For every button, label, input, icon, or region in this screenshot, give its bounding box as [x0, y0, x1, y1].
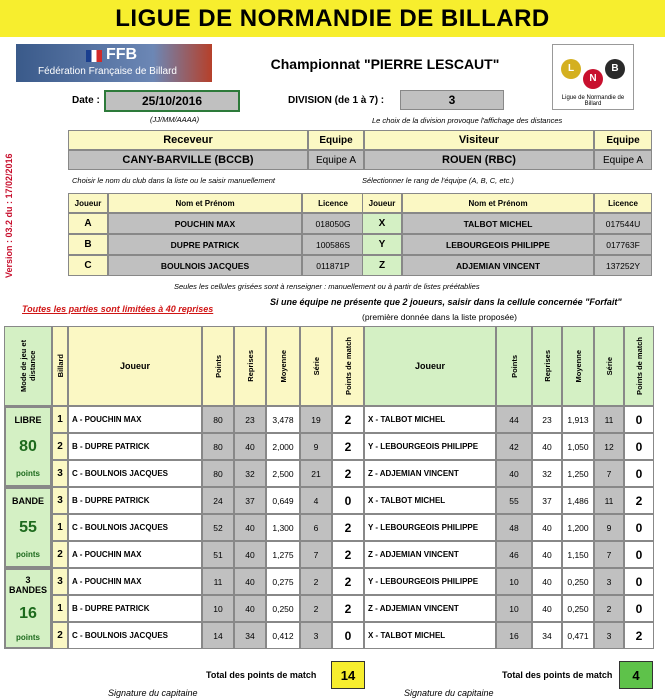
home-points[interactable]: 10: [202, 595, 234, 622]
home-match-points: 2: [332, 460, 364, 487]
away-serie[interactable]: 9: [594, 514, 624, 541]
mode-unit: points: [16, 469, 40, 479]
visiteur-equipe-field[interactable]: Equipe A: [594, 150, 652, 170]
away-serie[interactable]: 7: [594, 541, 624, 568]
mode-name: 3 BANDES: [8, 575, 47, 595]
visiteur-equipe-header: Equipe: [594, 130, 652, 150]
home-reprises[interactable]: 34: [234, 622, 266, 649]
away-total-points: 4: [619, 661, 653, 689]
away-match-points: 0: [624, 460, 654, 487]
version-info: [4, 128, 18, 278]
home-players-header-0: Joueur: [68, 193, 108, 213]
home-points[interactable]: 51: [202, 541, 234, 568]
home-moyenne: 1,300: [266, 514, 300, 541]
ffb-name: Fédération Française de Billard: [38, 66, 177, 77]
away-player-code: Z: [362, 255, 402, 276]
forfait-sub-note: (première donnée dans la liste proposée): [362, 312, 517, 322]
away-player[interactable]: Z - ADJEMIAN VINCENT: [364, 460, 496, 487]
mode-unit: points: [16, 550, 40, 560]
home-reprises[interactable]: 23: [234, 406, 266, 433]
away-serie[interactable]: 11: [594, 406, 624, 433]
visiteur-hint: Sélectionner le rang de l'équipe (A, B, C, etc.): [362, 176, 514, 185]
home-match-points: 2: [332, 406, 364, 433]
results-header-text: Reprises: [542, 350, 552, 382]
limit-note: Toutes les parties sont limitées à 40 reprises: [22, 304, 214, 314]
mode-cell: [4, 568, 52, 649]
results-header-hp: [202, 326, 234, 406]
away-serie[interactable]: 3: [594, 622, 624, 649]
home-player-name[interactable]: BOULNOIS JACQUES: [108, 255, 302, 276]
mode-distance: 80: [19, 437, 37, 455]
away-player-licence[interactable]: 017544U: [594, 213, 652, 234]
home-player-name[interactable]: DUPRE PATRICK: [108, 234, 302, 255]
home-reprises[interactable]: 37: [234, 487, 266, 514]
home-match-points: 0: [332, 487, 364, 514]
away-reprises: 40: [532, 595, 562, 622]
away-serie[interactable]: 12: [594, 433, 624, 460]
home-serie[interactable]: 21: [300, 460, 332, 487]
results-header-text: Billard: [55, 354, 65, 378]
away-reprises: 40: [532, 514, 562, 541]
home-player-licence[interactable]: 011871P: [302, 255, 364, 276]
home-points[interactable]: 52: [202, 514, 234, 541]
home-match-points: 2: [332, 541, 364, 568]
results-header-text: Points: [213, 354, 223, 378]
version-text: Version : 03.2 du : 17/02/2016: [4, 153, 14, 278]
visiteur-header: Visiteur: [364, 130, 594, 150]
home-player-name[interactable]: POUCHIN MAX: [108, 213, 302, 234]
receveur-equipe-header: Equipe: [308, 130, 364, 150]
away-total-label: Total des points de match: [502, 670, 613, 680]
billard-number: 3: [52, 568, 68, 595]
results-header-text: Points de match: [634, 337, 644, 395]
home-match-points: 2: [332, 568, 364, 595]
home-moyenne: 0,250: [266, 595, 300, 622]
home-match-points: 2: [332, 433, 364, 460]
home-moyenne: 2,000: [266, 433, 300, 460]
home-points[interactable]: 80: [202, 460, 234, 487]
away-reprises: 23: [532, 406, 562, 433]
lnb-caption: Ligue de Normandie de Billard: [561, 95, 625, 107]
away-player-licence[interactable]: 017763F: [594, 234, 652, 255]
away-player-name[interactable]: LEBOURGEOIS PHILIPPE: [402, 234, 594, 255]
results-header-text: Moyenne: [573, 349, 583, 383]
home-moyenne: 2,500: [266, 460, 300, 487]
mode-distance: 55: [19, 518, 37, 536]
home-moyenne: 1,275: [266, 541, 300, 568]
away-points[interactable]: 42: [496, 433, 532, 460]
away-player[interactable]: Z - ADJEMIAN VINCENT: [364, 595, 496, 622]
away-moyenne: 0,250: [562, 568, 594, 595]
home-reprises[interactable]: 32: [234, 460, 266, 487]
home-player[interactable]: A - POUCHIN MAX: [68, 406, 202, 433]
home-points[interactable]: 80: [202, 406, 234, 433]
away-points[interactable]: 46: [496, 541, 532, 568]
billard-number: 3: [52, 487, 68, 514]
home-points[interactable]: 11: [202, 568, 234, 595]
away-players-header-2: Licence: [594, 193, 652, 213]
results-header-mode: [4, 326, 52, 406]
away-players-header-0: Joueur: [362, 193, 402, 213]
home-serie[interactable]: 6: [300, 514, 332, 541]
billard-number: 1: [52, 595, 68, 622]
results-header-text: Moyenne: [278, 349, 288, 383]
home-player[interactable]: B - DUPRE PATRICK: [68, 595, 202, 622]
mode-cell: [4, 487, 52, 568]
home-player[interactable]: B - DUPRE PATRICK: [68, 433, 202, 460]
home-player-code: A: [68, 213, 108, 234]
away-match-points: 2: [624, 622, 654, 649]
home-serie[interactable]: 2: [300, 568, 332, 595]
home-reprises[interactable]: 40: [234, 595, 266, 622]
away-reprises: 40: [532, 433, 562, 460]
billard-number: 1: [52, 514, 68, 541]
date-format-hint: (JJ/MM/AAAA): [150, 115, 200, 124]
home-player[interactable]: A - POUCHIN MAX: [68, 541, 202, 568]
away-player-code: Y: [362, 234, 402, 255]
results-header-ar: [532, 326, 562, 406]
home-player-code: B: [68, 234, 108, 255]
home-moyenne: 3,478: [266, 406, 300, 433]
home-players-header-2: Licence: [302, 193, 364, 213]
visiteur-club-field[interactable]: ROUEN (RBC): [364, 150, 594, 170]
results-header-am: [562, 326, 594, 406]
home-points[interactable]: 24: [202, 487, 234, 514]
mode-cell: [4, 406, 52, 487]
home-match-points: 2: [332, 595, 364, 622]
receveur-club-field[interactable]: CANY-BARVILLE (BCCB): [68, 150, 308, 170]
home-moyenne: 0,412: [266, 622, 300, 649]
billard-number: 2: [52, 541, 68, 568]
results-header-text: Points: [509, 354, 519, 378]
home-player[interactable]: A - POUCHIN MAX: [68, 568, 202, 595]
away-player-licence[interactable]: 137252Y: [594, 255, 652, 276]
mode-name: LIBRE: [14, 414, 42, 425]
away-points[interactable]: 55: [496, 487, 532, 514]
division-hint: Le choix de la division provoque l'affichage des distances: [372, 116, 563, 125]
home-players-header-1: Nom et Prénom: [108, 193, 302, 213]
away-player[interactable]: Z - ADJEMIAN VINCENT: [364, 541, 496, 568]
away-moyenne: 1,913: [562, 406, 594, 433]
home-serie[interactable]: 2: [300, 595, 332, 622]
grey-cells-note: Seules les cellules grisées sont à renseigner : manuellement ou à partir de listes préétablies: [174, 282, 480, 291]
ffb-acronym: FFB: [106, 46, 138, 63]
away-reprises: 40: [532, 568, 562, 595]
billard-number: 2: [52, 622, 68, 649]
away-points[interactable]: 16: [496, 622, 532, 649]
away-match-points: 0: [624, 595, 654, 622]
date-field[interactable]: 25/10/2016: [104, 90, 240, 112]
away-player[interactable]: X - TALBOT MICHEL: [364, 487, 496, 514]
results-header-hr: [234, 326, 266, 406]
forfait-note: Si une équipe ne présente que 2 joueurs, saisir dans la cellule concernée "Forfait": [270, 297, 622, 307]
away-points[interactable]: 10: [496, 568, 532, 595]
away-points[interactable]: 10: [496, 595, 532, 622]
mode-distance: 16: [19, 605, 37, 622]
away-serie[interactable]: 11: [594, 487, 624, 514]
away-match-points: 2: [624, 487, 654, 514]
billard-number: 3: [52, 460, 68, 487]
results-header-apm: [624, 326, 654, 406]
home-moyenne: 0,275: [266, 568, 300, 595]
results-header-text: Joueur: [414, 361, 445, 371]
mode-name: BANDE: [11, 495, 44, 506]
billard-number: 2: [52, 433, 68, 460]
away-moyenne: 1,250: [562, 460, 594, 487]
home-player[interactable]: B - DUPRE PATRICK: [68, 487, 202, 514]
away-reprises: 32: [532, 460, 562, 487]
division-label: DIVISION (de 1 à 7) :: [288, 95, 385, 106]
home-reprises[interactable]: 40: [234, 568, 266, 595]
division-field[interactable]: 3: [400, 90, 504, 110]
results-header-bill: [52, 326, 68, 406]
away-points[interactable]: 48: [496, 514, 532, 541]
home-player-licence[interactable]: 018050G: [302, 213, 364, 234]
away-reprises: 34: [532, 622, 562, 649]
home-reprises[interactable]: 40: [234, 433, 266, 460]
black-ball-icon: B: [605, 59, 625, 79]
results-header-hj: [68, 326, 202, 406]
home-player[interactable]: C - BOULNOIS JACQUES: [68, 622, 202, 649]
away-signature-label: Signature du capitaine: [404, 688, 494, 698]
home-signature-label: Signature du capitaine: [108, 688, 198, 698]
home-player-code: C: [68, 255, 108, 276]
results-header-ap: [496, 326, 532, 406]
away-match-points: 0: [624, 568, 654, 595]
home-serie[interactable]: 19: [300, 406, 332, 433]
away-player-name[interactable]: ADJEMIAN VINCENT: [402, 255, 594, 276]
away-players-header-1: Nom et Prénom: [402, 193, 594, 213]
receveur-hint: Choisir le nom du club dans la liste ou le saisir manuellement: [72, 176, 276, 185]
ffb-logo: [16, 44, 212, 82]
home-total-label: Total des points de match: [206, 670, 317, 680]
results-header-text: Reprises: [245, 350, 255, 382]
away-serie[interactable]: 3: [594, 568, 624, 595]
home-match-points: 2: [332, 514, 364, 541]
home-player[interactable]: C - BOULNOIS JACQUES: [68, 514, 202, 541]
away-reprises: 40: [532, 541, 562, 568]
away-player[interactable]: Y - LEBOURGEOIS PHILIPPE: [364, 514, 496, 541]
results-header-text: Série: [604, 356, 614, 376]
away-serie[interactable]: 2: [594, 595, 624, 622]
home-serie[interactable]: 3: [300, 622, 332, 649]
billard-number: 1: [52, 406, 68, 433]
date-label: Date :: [72, 95, 100, 106]
away-player[interactable]: X - TALBOT MICHEL: [364, 406, 496, 433]
away-player-code: X: [362, 213, 402, 234]
home-points[interactable]: 14: [202, 622, 234, 649]
results-header-hs: [300, 326, 332, 406]
home-serie[interactable]: 9: [300, 433, 332, 460]
home-player-licence[interactable]: 100586S: [302, 234, 364, 255]
french-flag-icon: [86, 50, 102, 62]
home-reprises[interactable]: 40: [234, 541, 266, 568]
home-reprises[interactable]: 40: [234, 514, 266, 541]
away-moyenne: 1,050: [562, 433, 594, 460]
receveur-equipe-field[interactable]: Equipe A: [308, 150, 364, 170]
results-header-aj: [364, 326, 496, 406]
away-player-name[interactable]: TALBOT MICHEL: [402, 213, 594, 234]
away-player[interactable]: Y - LEBOURGEOIS PHILIPPE: [364, 568, 496, 595]
away-serie[interactable]: 7: [594, 460, 624, 487]
home-player[interactable]: C - BOULNOIS JACQUES: [68, 460, 202, 487]
results-header-text: Points de match: [343, 337, 353, 395]
away-reprises: 37: [532, 487, 562, 514]
red-ball-icon: N: [583, 69, 603, 89]
results-header-as: [594, 326, 624, 406]
receveur-header: Receveur: [68, 130, 308, 150]
championship-title: Championnat "PIERRE LESCAUT": [270, 56, 500, 72]
away-points[interactable]: 40: [496, 460, 532, 487]
away-match-points: 0: [624, 514, 654, 541]
away-player[interactable]: X - TALBOT MICHEL: [364, 622, 496, 649]
results-header-text: Mode de jeu et distance: [19, 339, 37, 393]
yellow-ball-icon: L: [561, 59, 581, 79]
away-moyenne: 0,250: [562, 595, 594, 622]
home-moyenne: 0,649: [266, 487, 300, 514]
mode-unit: points: [16, 633, 40, 642]
away-moyenne: 1,486: [562, 487, 594, 514]
results-header-hpm: [332, 326, 364, 406]
home-match-points: 0: [332, 622, 364, 649]
home-total-points: 14: [331, 661, 365, 689]
results-header-text: Série: [311, 356, 321, 376]
results-header-text: Joueur: [119, 361, 150, 371]
home-serie[interactable]: 7: [300, 541, 332, 568]
away-match-points: 0: [624, 433, 654, 460]
away-player[interactable]: Y - LEBOURGEOIS PHILIPPE: [364, 433, 496, 460]
away-match-points: 0: [624, 541, 654, 568]
away-points[interactable]: 44: [496, 406, 532, 433]
page-title: LIGUE DE NORMANDIE DE BILLARD: [0, 0, 665, 37]
away-match-points: 0: [624, 406, 654, 433]
away-moyenne: 1,200: [562, 514, 594, 541]
home-serie[interactable]: 4: [300, 487, 332, 514]
results-header-hm: [266, 326, 300, 406]
lnb-logo: [552, 44, 634, 110]
away-moyenne: 0,471: [562, 622, 594, 649]
away-moyenne: 1,150: [562, 541, 594, 568]
home-points[interactable]: 80: [202, 433, 234, 460]
